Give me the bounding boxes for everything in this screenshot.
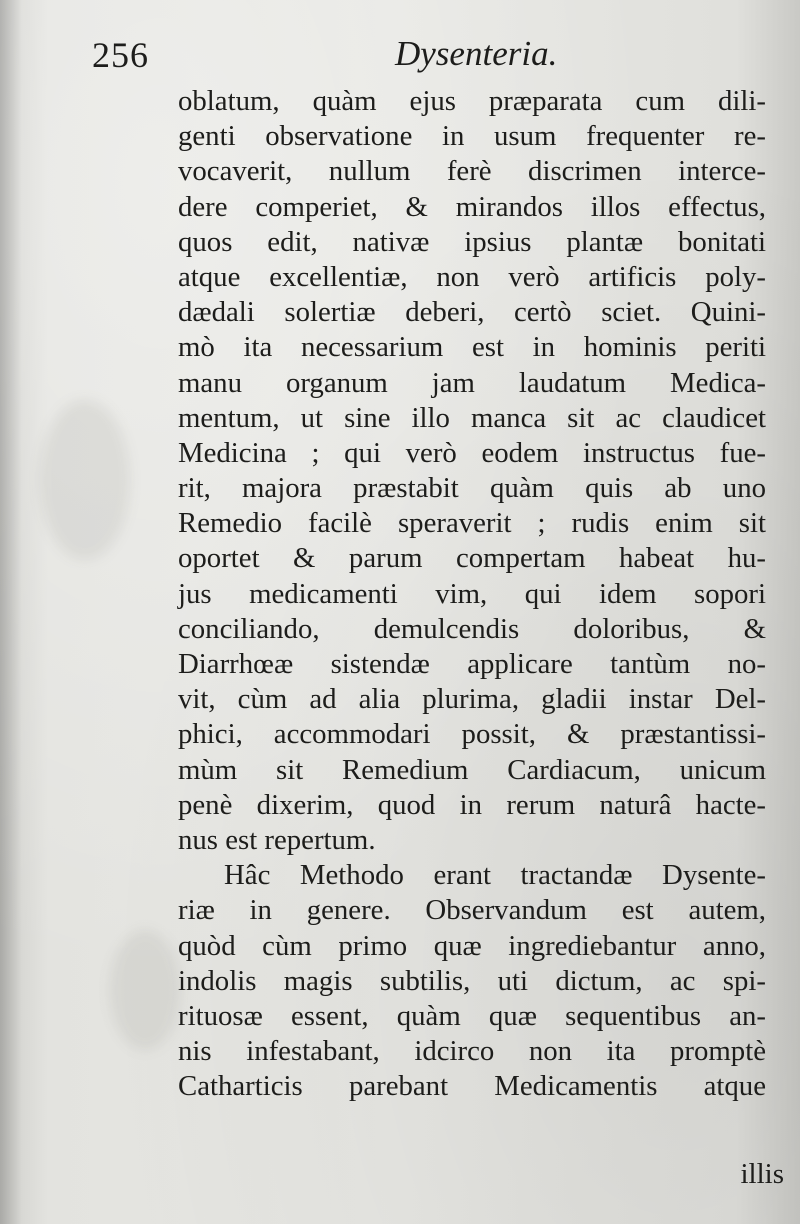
text-line: Medicina ; qui verò eodem instructus fue- — [178, 436, 766, 469]
text-line: Diarrhœæ sistendæ applicare tantùm no- — [178, 648, 766, 680]
text-line: oportet & parum compertam habeat hu- — [178, 542, 766, 575]
text-line: dædali solertiæ deberi, certò sciet. Quini- — [178, 296, 766, 329]
text-line: mentum, ut sine illo manca sit ac claudicet — [178, 401, 766, 434]
text-line: genti observatione in usum frequenter re- — [178, 120, 766, 153]
text-line: nis infestabant, idcirco non ita promptè — [178, 1035, 766, 1068]
text-line: vit, cùm ad alia plurima, gladii instar Del- — [178, 683, 766, 716]
text-line: mùm sit Remedium Cardiacum, unicum — [178, 753, 766, 786]
text-line: Remedio facilè speraverit ; rudis enim sit — [178, 507, 766, 540]
paper-stain — [110, 930, 180, 1050]
text-line: Catharticis parebant Medicamentis atque — [178, 1070, 766, 1103]
text-line: mò ita necessarium est in hominis periti — [178, 331, 766, 364]
text-line: nus est repertum. — [178, 823, 376, 856]
text-line: vocaverit, nullum ferè discrimen interce- — [178, 155, 766, 188]
text-line: conciliando, demulcendis doloribus, & — [178, 612, 766, 645]
text-line: quos edit, nativæ ipsius plantæ bonitati — [178, 225, 766, 258]
text-line: phici, accommodari possit, & præstantissi- — [178, 718, 766, 751]
paper-stain — [40, 400, 130, 560]
text-line: rituosæ essent, quàm quæ sequentibus an- — [178, 999, 766, 1032]
running-head: Dysenteria. — [395, 34, 558, 73]
text-line: quòd cùm primo quæ ingrediebantur anno, — [178, 929, 766, 962]
text-line: atque excellentiæ, non verò artificis poly- — [178, 260, 766, 293]
page-number: 256 — [92, 35, 149, 75]
text-line: Hâc Methodo erant tractandæ Dysente- — [224, 859, 766, 892]
text-line: manu organum jam laudatum Medica- — [178, 366, 766, 399]
body-text — [178, 84, 766, 1104]
catchword: illis — [740, 1158, 784, 1190]
text-line: riæ in genere. Observandum est autem, — [178, 894, 766, 927]
text-line: oblatum, quàm ejus præparata cum dili- — [178, 85, 766, 117]
text-line: jus medicamenti vim, qui idem sopori — [178, 577, 766, 610]
text-line: indolis magis subtilis, uti dictum, ac spi- — [178, 964, 766, 997]
text-line: dere comperiet, & mirandos illos effectus, — [178, 190, 766, 223]
text-line: penè dixerim, quod in rerum naturâ hacte- — [178, 788, 766, 821]
text-line: rit, majora præstabit quàm quis ab uno — [178, 472, 766, 505]
